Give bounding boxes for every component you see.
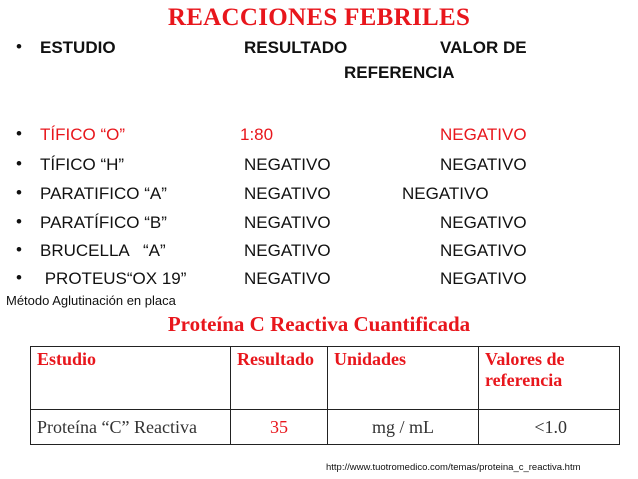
crp-cell-referencia: <1.0 <box>479 410 620 445</box>
row-valor: NEGATIVO <box>440 269 527 288</box>
row-valor: NEGATIVO <box>440 125 527 144</box>
row-estudio: BRUCELLA “A” <box>40 241 166 260</box>
row-estudio: PARATÍFICO “B” <box>40 213 167 232</box>
bullet: • <box>16 37 22 56</box>
header-valor-line2: REFERENCIA <box>344 63 455 82</box>
table-row <box>31 410 620 445</box>
row-estudio: TÍFICO “H” <box>40 155 125 174</box>
bullet: • <box>16 154 22 173</box>
bullet: • <box>16 240 22 259</box>
crp-header-valores-line1: Valores de <box>485 349 565 369</box>
row-resultado: NEGATIVO <box>244 213 331 232</box>
bullet: • <box>16 124 22 143</box>
bullet: • <box>16 268 22 287</box>
crp-subtitle: Proteína C Reactiva Cuantificada <box>167 312 471 336</box>
row-resultado: NEGATIVO <box>244 269 331 288</box>
crp-header-resultado: Resultado <box>231 347 328 410</box>
bullet: • <box>16 212 22 231</box>
row-valor: NEGATIVO <box>440 241 527 260</box>
row-valor: NEGATIVO <box>402 184 489 203</box>
page-title: REACCIONES FEBRILES <box>167 4 471 31</box>
row-estudio: PARATIFICO “A” <box>40 184 167 203</box>
bullet: • <box>16 183 22 202</box>
crp-header-unidades: Unidades <box>328 347 479 410</box>
crp-cell-estudio: Proteína “C” Reactiva <box>31 410 231 445</box>
row-resultado: 1:80 <box>240 125 274 144</box>
row-resultado: NEGATIVO <box>244 184 331 203</box>
crp-cell-unidades: mg / mL <box>328 410 479 445</box>
row-resultado: NEGATIVO <box>244 241 331 260</box>
row-valor: NEGATIVO <box>440 213 527 232</box>
crp-header-valores-line2: referencia <box>485 370 563 390</box>
source-url: http://www.tuotromedico.com/temas/proteina_c_reactiva.htm <box>326 462 581 473</box>
header-resultado: RESULTADO <box>244 38 348 57</box>
row-estudio: TÍFICO “O” <box>40 125 125 144</box>
crp-table <box>30 346 620 445</box>
crp-cell-resultado: 35 <box>231 410 328 445</box>
crp-header-estudio: Estudio <box>31 347 231 410</box>
header-estudio: ESTUDIO <box>40 38 116 57</box>
row-estudio: PROTEUS“OX 19” <box>40 269 187 288</box>
row-resultado: NEGATIVO <box>244 155 331 174</box>
crp-header-valores <box>479 347 620 410</box>
row-valor: NEGATIVO <box>440 155 527 174</box>
method-note: Método Aglutinación en placa <box>6 293 176 308</box>
header-valor-line1: VALOR DE <box>440 38 527 57</box>
crp-header-row <box>31 347 620 410</box>
